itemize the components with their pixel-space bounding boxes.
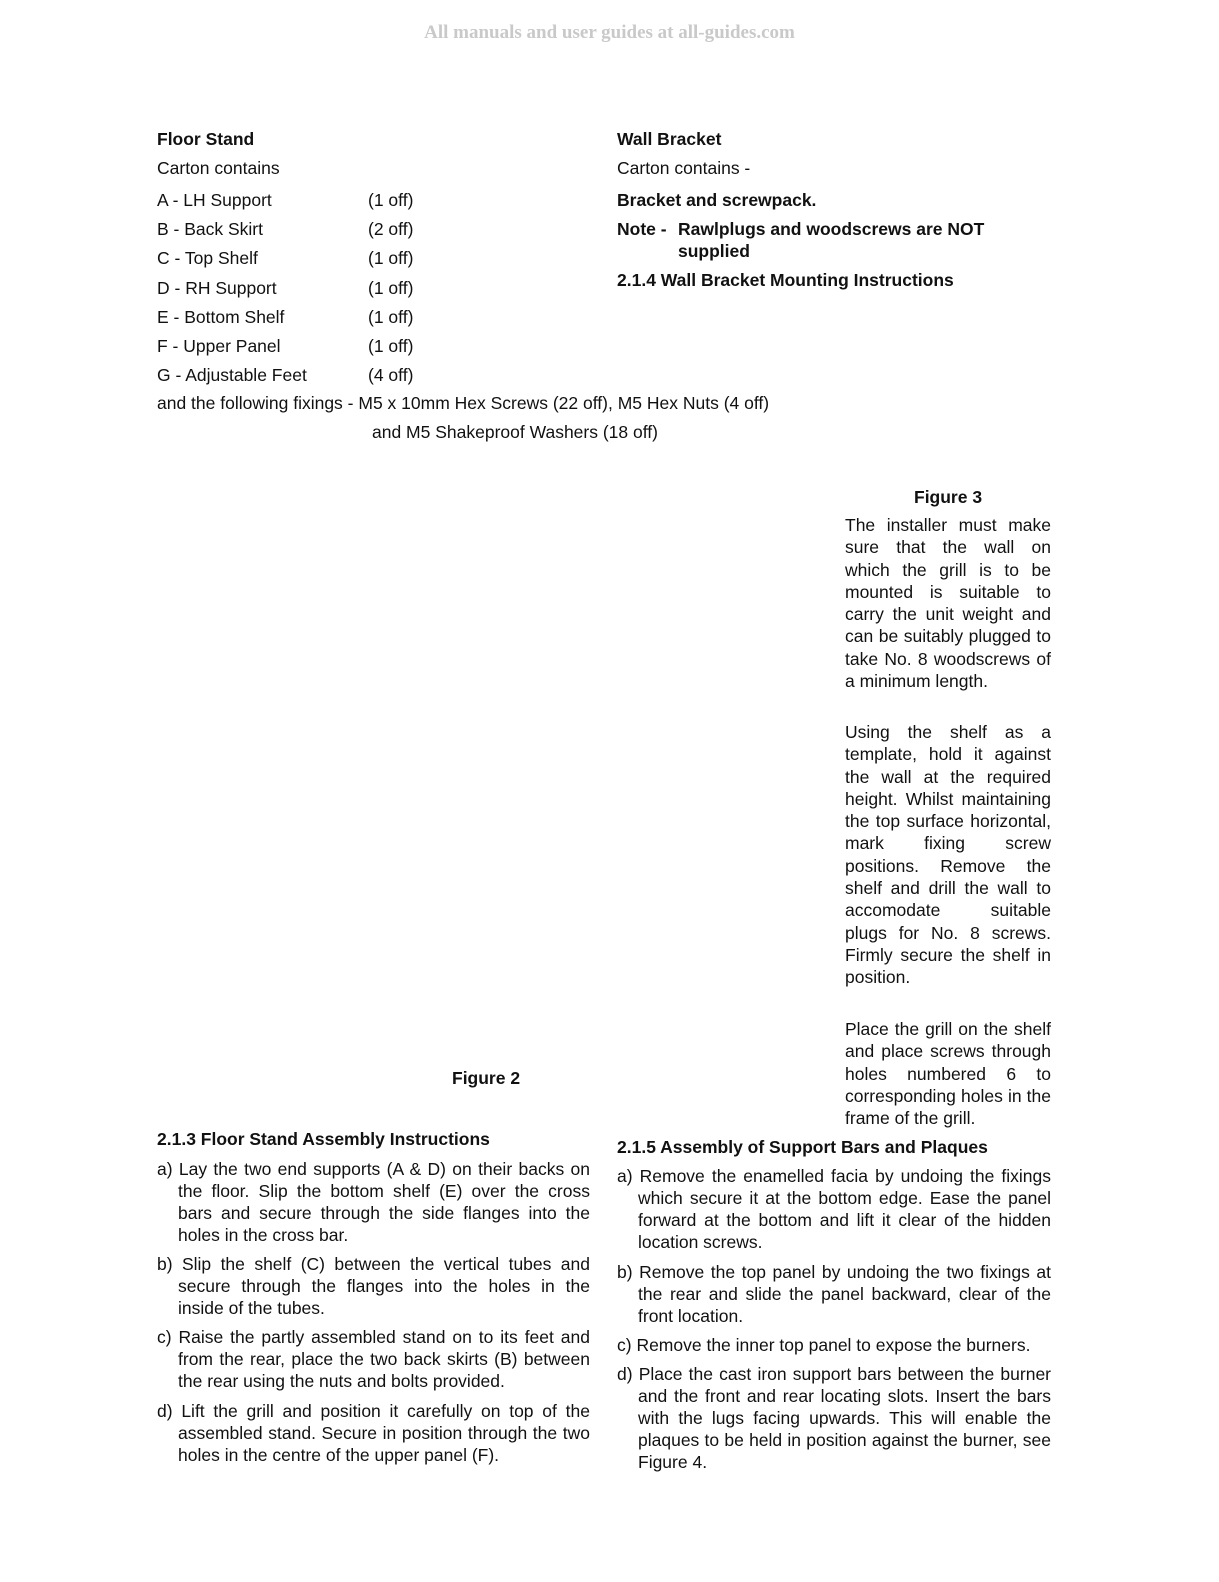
part-qty: (2 off)	[368, 219, 414, 240]
part-label: C - Top Shelf	[157, 248, 258, 269]
part-label: F - Upper Panel	[157, 335, 281, 356]
support-step-a: a) Remove the enamelled facia by undoing the fixings which secure it at the bottom edge. Ease the panel forward at the bottom and lift it clear of the hidden location screws.	[617, 1166, 1051, 1252]
part-label: D - RH Support	[157, 277, 277, 298]
assembly-step-b: b) Slip the shelf (C) between the vertical tubes and secure through the flanges into the holes in the inside of the tubes.	[157, 1254, 590, 1318]
section-215-heading: 2.1.5 Assembly of Support Bars and Plaques	[617, 1137, 988, 1157]
note-line-2: supplied	[678, 241, 750, 261]
part-label: B - Back Skirt	[157, 219, 263, 240]
support-step-c: c) Remove the inner top panel to expose the burners.	[617, 1335, 1031, 1355]
part-label: A - LH Support	[157, 190, 272, 210]
wall-bracket-heading: Wall Bracket	[617, 129, 722, 149]
figure-2-caption: Figure 2	[452, 1068, 521, 1088]
part-qty: (4 off)	[368, 365, 414, 386]
section-213-heading: 2.1.3 Floor Stand Assembly Instructions	[157, 1129, 490, 1149]
note-line-1: Rawlplugs and woodscrews are NOT	[678, 219, 985, 239]
part-qty: (1 off)	[368, 335, 414, 356]
floor-stand-heading: Floor Stand	[157, 129, 255, 149]
part-label: G - Adjustable Feet	[157, 365, 307, 386]
note-prefix: Note -	[617, 219, 667, 239]
fixings-line-1: and the following fixings - M5 x 10mm Hex Screws (22 off), M5 Hex Nuts (4 off)	[157, 393, 770, 413]
part-qty: (1 off)	[368, 190, 414, 210]
part-qty: (1 off)	[368, 248, 414, 269]
wall-bracket-contents: Bracket and screwpack.	[617, 190, 817, 210]
figure-3-paragraph-2: Using the shelf as a template, hold it against the wall at the required height. Whilst maintaining the top surface horizontal, mark fixing screw positions. Remove the shelf and drill the wall to accomodate suitable plugs for No. 8 screws. Firmly secure the shelf in position.	[845, 722, 1051, 988]
figure-3-paragraph-3: Place the grill on the shelf and place screws through holes numbered 6 to corresponding holes in the frame of the grill.	[845, 1019, 1051, 1129]
figure-3-caption: Figure 3	[914, 487, 983, 507]
figure-3-paragraph-1: The installer must make sure that the wall on which the grill is to be mounted is suitable to carry the unit weight and can be suitably plugged to take No. 8 woodscrews of a minimum length.	[845, 515, 1051, 692]
assembly-step-d: d) Lift the grill and position it carefully on top of the assembled stand. Secure in position through the two holes in the centre of the upper panel (F).	[157, 1401, 590, 1465]
fixings-line-2: and M5 Shakeproof Washers (18 off)	[372, 422, 658, 442]
assembly-step-c: c) Raise the partly assembled stand on to its feet and from the rear, place the two back skirts (B) between the rear using the nuts and bolts provided.	[157, 1327, 590, 1391]
part-label: E - Bottom Shelf	[157, 306, 285, 327]
part-qty: (1 off)	[368, 277, 414, 298]
wall-bracket-carton: Carton contains -	[617, 158, 751, 178]
support-step-d: d) Place the cast iron support bars between the burner and the front and rear locating slots. Insert the bars with the lugs facing upwards. This will enable the plaques to be held in position against the burner, see Figure 4.	[617, 1364, 1051, 1472]
assembly-step-a: a) Lay the two end supports (A & D) on their backs on the floor. Slip the bottom shelf (E) over the cross bars and secure through the side flanges into the holes in the cross bar.	[157, 1159, 590, 1245]
floor-stand-carton: Carton contains	[157, 158, 280, 178]
watermark: All manuals and user guides at all-guides.com	[424, 22, 795, 43]
support-step-b: b) Remove the top panel by undoing the two fixings at the rear and slide the panel backward, clear of the front location.	[617, 1262, 1051, 1326]
part-qty: (1 off)	[368, 306, 414, 327]
mounting-heading: 2.1.4 Wall Bracket Mounting Instructions	[617, 270, 954, 290]
